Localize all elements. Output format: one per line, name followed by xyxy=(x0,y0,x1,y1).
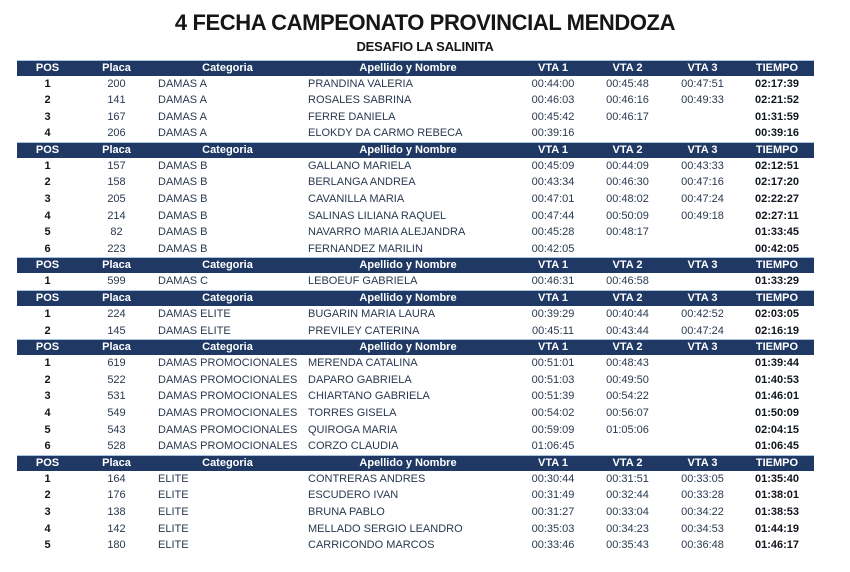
section-header-row xyxy=(17,290,814,306)
cell-categoria: DAMAS PROMOCIONALES xyxy=(158,440,298,453)
cell-nombre: NAVARRO MARIA ALEJANDRA xyxy=(308,226,466,239)
cell-nombre: BUGARIN MARIA LAURA xyxy=(308,308,436,321)
cell-vta3 xyxy=(665,109,740,126)
column-header-pos: POS xyxy=(35,259,60,272)
cell-placa: 528 xyxy=(107,440,126,453)
cell-placa: 214 xyxy=(107,209,126,222)
cell-categoria: DAMAS A xyxy=(158,94,207,107)
cell-vta1: 00:39:29 xyxy=(531,308,575,321)
cell-vta3: 00:33:05 xyxy=(681,472,724,485)
cell-vta3: 00:34:22 xyxy=(681,505,724,518)
cell-pos: 2 xyxy=(44,489,51,502)
cell-placa: 176 xyxy=(107,489,126,502)
cell-vta1: 00:47:01 xyxy=(531,193,575,206)
table-row xyxy=(17,109,814,126)
cell-categoria: DAMAS PROMOCIONALES xyxy=(158,357,298,370)
cell-placa: 531 xyxy=(107,390,126,403)
cell-vta3: 00:36:48 xyxy=(681,539,724,552)
cell-vta1: 00:51:39 xyxy=(531,390,575,403)
cell-vta1: 00:59:09 xyxy=(531,423,575,436)
cell-vta1: 00:35:03 xyxy=(531,522,575,535)
table-row xyxy=(17,355,814,372)
cell-placa: 157 xyxy=(107,159,126,172)
table-row xyxy=(17,306,814,323)
cell-nombre: ESCUDERO IVAN xyxy=(308,489,399,502)
cell-placa: 200 xyxy=(107,77,126,90)
cell-placa: 158 xyxy=(107,176,126,189)
table-row xyxy=(17,92,814,109)
cell-pos: 2 xyxy=(44,176,51,189)
cell-pos: 3 xyxy=(44,505,51,518)
column-header-vta3: VTA 3 xyxy=(687,341,718,354)
cell-categoria: DAMAS PROMOCIONALES xyxy=(158,423,298,436)
column-header-apellido-y-nombre: Apellido y Nombre xyxy=(359,259,457,272)
cell-vta2: 00:34:23 xyxy=(606,522,649,535)
cell-tiempo: 01:50:09 xyxy=(754,407,800,419)
table-row xyxy=(17,521,814,538)
column-header-vta3: VTA 3 xyxy=(687,61,718,74)
cell-tiempo: 01:06:45 xyxy=(754,440,800,453)
cell-pos: 2 xyxy=(44,324,51,337)
cell-pos: 6 xyxy=(44,242,51,255)
column-header-placa: Placa xyxy=(102,259,131,272)
table-row xyxy=(17,388,814,405)
cell-placa: 141 xyxy=(107,94,126,107)
cell-nombre: CARRICONDO MARCOS xyxy=(308,539,435,552)
table-row xyxy=(17,504,814,521)
section-header-row xyxy=(17,60,814,76)
cell-vta3: 00:42:52 xyxy=(681,308,724,321)
column-header-vta1: VTA 1 xyxy=(538,456,568,469)
cell-vta1: 00:30:44 xyxy=(531,472,575,485)
cell-vta3 xyxy=(665,438,740,455)
cell-placa: 549 xyxy=(107,407,126,419)
cell-nombre: BERLANGA ANDREA xyxy=(308,176,416,189)
cell-placa: 167 xyxy=(107,110,126,123)
cell-vta3: 00:47:51 xyxy=(681,77,724,90)
cell-vta1: 00:54:02 xyxy=(531,407,575,419)
cell-vta3: 00:49:18 xyxy=(681,209,724,222)
cell-vta1: 00:44:00 xyxy=(531,77,575,90)
table-row xyxy=(17,224,814,241)
cell-placa: 223 xyxy=(107,242,126,255)
cell-categoria: DAMAS B xyxy=(158,226,208,239)
cell-pos: 1 xyxy=(44,472,51,485)
column-header-categoria: Categoria xyxy=(202,341,253,354)
column-header-apellido-y-nombre: Apellido y Nombre xyxy=(359,292,457,305)
cell-placa: 164 xyxy=(107,472,126,485)
column-header-categoria: Categoria xyxy=(202,292,253,305)
table-row xyxy=(17,438,814,455)
cell-vta2: 00:46:30 xyxy=(606,176,649,189)
cell-categoria: DAMAS B xyxy=(158,193,208,206)
cell-nombre: CORZO CLAUDIA xyxy=(308,440,399,453)
cell-categoria: ELITE xyxy=(158,522,189,535)
cell-vta2: 01:05:06 xyxy=(606,423,649,436)
cell-vta2: 00:45:48 xyxy=(606,77,649,90)
cell-pos: 4 xyxy=(44,127,51,140)
column-header-vta1: VTA 1 xyxy=(538,259,568,272)
cell-tiempo: 02:03:05 xyxy=(754,308,800,321)
cell-vta2: 00:50:09 xyxy=(606,209,649,222)
cell-vta1: 00:42:05 xyxy=(531,242,575,255)
cell-nombre: CHIARTANO GABRIELA xyxy=(308,390,430,403)
cell-vta3: 00:34:53 xyxy=(681,522,724,535)
cell-pos: 4 xyxy=(44,209,51,222)
column-header-vta2: VTA 2 xyxy=(612,61,643,74)
cell-pos: 3 xyxy=(44,110,51,123)
cell-pos: 5 xyxy=(44,539,51,552)
cell-nombre: PREVILEY CATERINA xyxy=(308,324,420,337)
section-header-row xyxy=(17,455,814,471)
cell-vta1: 00:47:44 xyxy=(531,209,575,222)
cell-pos: 1 xyxy=(44,275,51,288)
cell-nombre: DAPARO GABRIELA xyxy=(308,373,412,386)
cell-vta3 xyxy=(665,422,740,439)
column-header-categoria: Categoria xyxy=(202,61,253,74)
column-header-tiempo: TIEMPO xyxy=(755,143,799,156)
cell-pos: 4 xyxy=(44,407,51,419)
cell-tiempo: 01:39:44 xyxy=(754,357,800,370)
column-header-placa: Placa xyxy=(102,61,131,74)
cell-pos: 1 xyxy=(44,357,51,370)
cell-vta3 xyxy=(665,355,740,372)
cell-nombre: TORRES GISELA xyxy=(308,407,397,419)
table-row xyxy=(17,241,814,258)
column-header-vta1: VTA 1 xyxy=(538,341,568,354)
cell-pos: 3 xyxy=(44,390,51,403)
column-header-tiempo: TIEMPO xyxy=(755,292,799,305)
cell-vta3: 00:47:24 xyxy=(681,324,724,337)
cell-tiempo: 00:39:16 xyxy=(754,127,800,140)
cell-placa: 224 xyxy=(107,308,126,321)
column-header-apellido-y-nombre: Apellido y Nombre xyxy=(359,143,457,156)
cell-vta2: 00:54:22 xyxy=(606,390,649,403)
column-header-pos: POS xyxy=(35,143,60,156)
column-header-pos: POS xyxy=(35,456,60,469)
cell-vta1: 00:31:27 xyxy=(531,505,575,518)
cell-tiempo: 02:21:52 xyxy=(754,94,800,107)
table-row xyxy=(17,487,814,504)
cell-tiempo: 02:04:15 xyxy=(754,423,800,436)
cell-categoria: DAMAS B xyxy=(158,176,208,189)
cell-placa: 543 xyxy=(107,423,126,436)
cell-vta1: 00:45:42 xyxy=(531,110,575,123)
cell-vta2: 00:46:16 xyxy=(606,94,649,107)
cell-categoria: ELITE xyxy=(158,472,189,485)
cell-vta1: 00:45:28 xyxy=(531,226,575,239)
cell-vta2: 00:33:04 xyxy=(606,505,649,518)
table-row xyxy=(17,323,814,340)
cell-nombre: FERRE DANIELA xyxy=(308,110,396,123)
column-header-vta1: VTA 1 xyxy=(538,61,568,74)
cell-nombre: CAVANILLA MARIA xyxy=(308,193,405,206)
cell-vta3: 00:47:24 xyxy=(681,193,724,206)
cell-tiempo: 00:42:05 xyxy=(754,242,800,255)
cell-vta1: 00:46:31 xyxy=(531,275,575,288)
table-row xyxy=(17,405,814,422)
cell-categoria: ELITE xyxy=(158,539,189,552)
cell-nombre: SALINAS LILIANA RAQUEL xyxy=(308,209,447,222)
cell-vta2: 00:31:51 xyxy=(606,472,649,485)
cell-vta3 xyxy=(665,273,740,290)
cell-categoria: DAMAS ELITE xyxy=(158,308,231,321)
cell-vta2 xyxy=(590,241,665,258)
column-header-vta1: VTA 1 xyxy=(538,292,568,305)
section-header-row xyxy=(17,339,814,355)
column-header-tiempo: TIEMPO xyxy=(755,61,799,74)
cell-vta3 xyxy=(665,405,740,422)
cell-vta2: 00:48:02 xyxy=(606,193,649,206)
cell-vta2: 00:35:43 xyxy=(606,539,649,552)
table-row xyxy=(17,125,814,142)
cell-tiempo: 01:40:53 xyxy=(754,373,800,386)
column-header-vta3: VTA 3 xyxy=(687,292,718,305)
table-row xyxy=(17,471,814,488)
cell-pos: 6 xyxy=(44,440,51,453)
cell-vta3: 00:43:33 xyxy=(681,159,724,172)
table-row xyxy=(17,422,814,439)
cell-nombre: ROSALES SABRINA xyxy=(308,94,412,107)
cell-placa: 522 xyxy=(107,373,126,386)
cell-pos: 1 xyxy=(44,308,51,321)
cell-vta1: 00:43:34 xyxy=(531,176,575,189)
table-row xyxy=(17,537,814,554)
page-subtitle: DESAFIO LA SALINITA xyxy=(356,39,494,54)
cell-categoria: DAMAS A xyxy=(158,127,207,140)
column-header-vta3: VTA 3 xyxy=(687,456,718,469)
column-header-vta2: VTA 2 xyxy=(612,456,643,469)
cell-tiempo: 01:33:45 xyxy=(754,226,800,239)
cell-vta2: 00:44:09 xyxy=(606,159,649,172)
table-row xyxy=(17,191,814,208)
cell-vta1: 00:31:49 xyxy=(531,489,575,502)
cell-placa: 206 xyxy=(107,127,126,140)
cell-pos: 2 xyxy=(44,94,51,107)
cell-nombre: CONTRERAS ANDRES xyxy=(308,472,426,485)
cell-categoria: DAMAS A xyxy=(158,110,207,123)
cell-vta1: 00:45:09 xyxy=(531,159,575,172)
cell-pos: 1 xyxy=(44,159,51,172)
cell-vta2: 00:46:58 xyxy=(606,275,649,288)
cell-vta3 xyxy=(665,372,740,389)
table-row xyxy=(17,158,814,175)
cell-vta2: 00:48:17 xyxy=(606,226,649,239)
cell-tiempo: 01:38:01 xyxy=(754,489,800,502)
cell-placa: 180 xyxy=(107,539,126,552)
cell-pos: 5 xyxy=(44,226,51,239)
cell-vta2 xyxy=(590,438,665,455)
cell-vta2: 00:48:43 xyxy=(606,357,649,370)
cell-vta3: 00:47:16 xyxy=(681,176,724,189)
column-header-tiempo: TIEMPO xyxy=(755,341,799,354)
column-header-pos: POS xyxy=(35,292,60,305)
cell-vta2 xyxy=(590,125,665,142)
cell-placa: 138 xyxy=(107,505,126,518)
cell-tiempo: 01:33:29 xyxy=(754,275,800,288)
cell-vta1: 00:51:03 xyxy=(531,373,575,386)
cell-vta2: 00:32:44 xyxy=(606,489,649,502)
column-header-vta2: VTA 2 xyxy=(612,292,643,305)
cell-placa: 205 xyxy=(107,193,126,206)
column-header-pos: POS xyxy=(35,341,60,354)
cell-pos: 4 xyxy=(44,522,51,535)
cell-pos: 2 xyxy=(44,373,51,386)
cell-placa: 145 xyxy=(107,324,126,337)
cell-vta3: 00:49:33 xyxy=(681,94,724,107)
cell-nombre: BRUNA PABLO xyxy=(308,505,385,518)
cell-categoria: DAMAS B xyxy=(158,159,208,172)
column-header-vta2: VTA 2 xyxy=(612,341,643,354)
cell-vta1: 01:06:45 xyxy=(531,440,575,453)
cell-tiempo: 02:22:27 xyxy=(754,193,800,206)
cell-categoria: ELITE xyxy=(158,505,189,518)
table-row xyxy=(17,174,814,191)
cell-vta1: 00:46:03 xyxy=(531,94,575,107)
cell-categoria: DAMAS ELITE xyxy=(158,324,231,337)
cell-tiempo: 01:46:17 xyxy=(754,539,800,552)
table-row xyxy=(17,372,814,389)
results-table xyxy=(17,60,814,554)
cell-nombre: LEBOEUF GABRIELA xyxy=(308,275,418,288)
column-header-vta3: VTA 3 xyxy=(687,143,718,156)
cell-placa: 619 xyxy=(107,357,126,370)
cell-placa: 142 xyxy=(107,522,126,535)
cell-tiempo: 01:31:59 xyxy=(754,110,800,123)
cell-vta2: 00:49:50 xyxy=(606,373,649,386)
page-title: 4 FECHA CAMPEONATO PROVINCIAL MENDOZA xyxy=(174,10,676,35)
cell-nombre: PRANDINA VALERIA xyxy=(308,77,413,90)
cell-categoria: DAMAS B xyxy=(158,209,208,222)
cell-pos: 1 xyxy=(44,77,51,90)
cell-vta2: 00:56:07 xyxy=(606,407,649,419)
cell-vta3 xyxy=(665,388,740,405)
cell-tiempo: 02:27:11 xyxy=(755,209,799,222)
cell-pos: 5 xyxy=(44,423,51,436)
cell-categoria: DAMAS C xyxy=(158,275,209,288)
column-header-apellido-y-nombre: Apellido y Nombre xyxy=(359,341,457,354)
section-header-row xyxy=(17,257,814,273)
cell-tiempo: 02:12:51 xyxy=(754,159,800,172)
cell-nombre: MELLADO SERGIO LEANDRO xyxy=(308,522,463,535)
column-header-tiempo: TIEMPO xyxy=(755,259,799,272)
cell-vta3: 00:33:28 xyxy=(681,489,724,502)
cell-categoria: ELITE xyxy=(158,489,189,502)
cell-nombre: ELOKDY DA CARMO REBECA xyxy=(308,127,463,140)
cell-placa: 599 xyxy=(107,275,126,288)
column-header-tiempo: TIEMPO xyxy=(755,456,799,469)
cell-vta1: 00:33:46 xyxy=(531,539,575,552)
cell-vta2: 00:40:44 xyxy=(606,308,649,321)
cell-tiempo: 02:17:39 xyxy=(754,77,800,90)
cell-vta2: 00:43:44 xyxy=(606,324,649,337)
cell-tiempo: 01:35:40 xyxy=(754,472,800,485)
cell-categoria: DAMAS PROMOCIONALES xyxy=(158,373,298,386)
cell-tiempo: 01:38:53 xyxy=(754,505,800,518)
column-header-categoria: Categoria xyxy=(202,143,253,156)
column-header-categoria: Categoria xyxy=(202,456,253,469)
cell-categoria: DAMAS A xyxy=(158,77,207,90)
table-row xyxy=(17,76,814,93)
cell-categoria: DAMAS PROMOCIONALES xyxy=(158,390,298,403)
section-header-row xyxy=(17,142,814,158)
cell-categoria: DAMAS PROMOCIONALES xyxy=(158,407,298,419)
column-header-pos: POS xyxy=(35,61,60,74)
column-header-placa: Placa xyxy=(102,292,131,305)
table-row xyxy=(17,273,814,290)
cell-vta1: 00:51:01 xyxy=(531,357,575,370)
cell-placa: 82 xyxy=(110,226,123,239)
cell-tiempo: 01:46:01 xyxy=(754,390,800,403)
cell-vta3 xyxy=(665,241,740,258)
table-row xyxy=(17,208,814,225)
column-header-categoria: Categoria xyxy=(202,259,253,272)
cell-nombre: FERNANDEZ MARILIN xyxy=(308,242,423,255)
cell-categoria: DAMAS B xyxy=(158,242,208,255)
cell-vta1: 00:39:16 xyxy=(531,127,575,140)
column-header-placa: Placa xyxy=(102,341,131,354)
cell-vta3 xyxy=(665,125,740,142)
column-header-apellido-y-nombre: Apellido y Nombre xyxy=(359,61,457,74)
cell-vta1: 00:45:11 xyxy=(531,324,574,337)
column-header-vta2: VTA 2 xyxy=(612,259,643,272)
column-header-apellido-y-nombre: Apellido y Nombre xyxy=(359,456,457,469)
column-header-vta1: VTA 1 xyxy=(538,143,568,156)
column-header-placa: Placa xyxy=(102,143,131,156)
cell-tiempo: 02:16:19 xyxy=(754,324,800,337)
cell-nombre: QUIROGA MARIA xyxy=(308,423,398,436)
cell-nombre: GALLANO MARIELA xyxy=(308,159,412,172)
cell-pos: 3 xyxy=(44,193,51,206)
column-header-vta3: VTA 3 xyxy=(687,259,718,272)
cell-vta2: 00:46:17 xyxy=(606,110,649,123)
cell-tiempo: 02:17:20 xyxy=(754,176,800,189)
column-header-vta2: VTA 2 xyxy=(612,143,643,156)
column-header-placa: Placa xyxy=(102,456,131,469)
cell-nombre: MERENDA CATALINA xyxy=(308,357,418,370)
cell-vta3 xyxy=(665,224,740,241)
cell-tiempo: 01:44:19 xyxy=(754,522,800,535)
